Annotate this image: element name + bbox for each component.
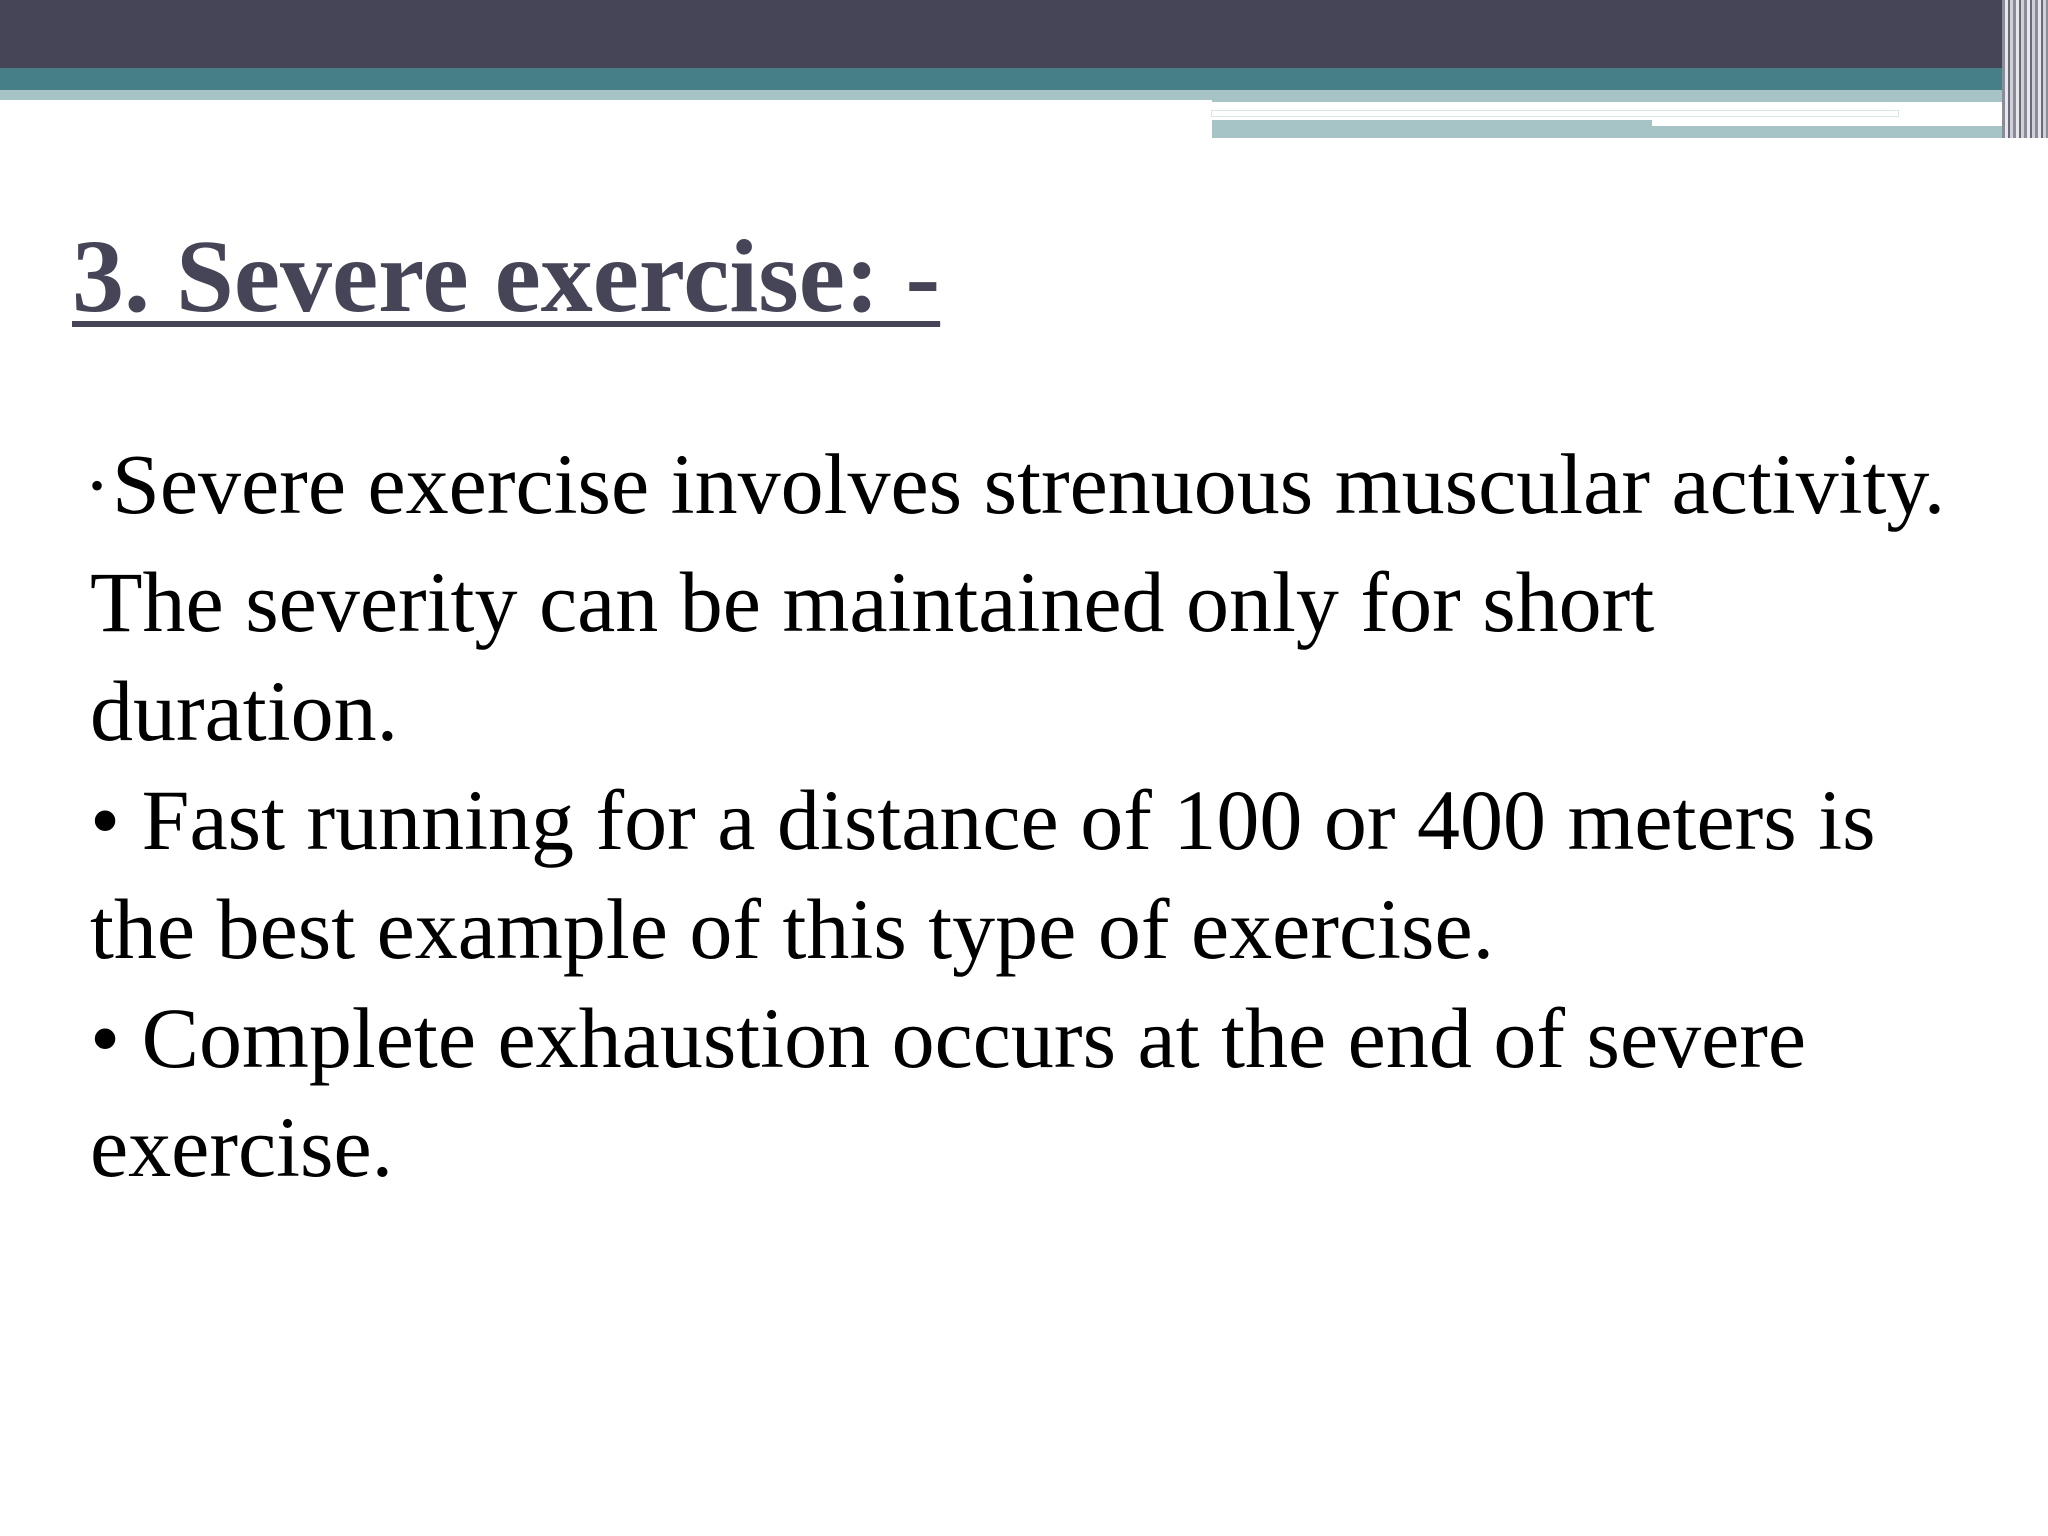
slide-title: 3. Severe exercise: -: [72, 219, 941, 334]
bullet-item-3: [90, 984, 1970, 1202]
bullet-list: [90, 430, 1970, 1202]
header-band-light-left: [0, 90, 1212, 100]
header-band-lower-right-2: [1652, 126, 2002, 138]
bullet-item-2: [90, 766, 1970, 984]
bullet-item-1: [90, 430, 1970, 766]
header-band-teal: [0, 68, 2048, 90]
header-edge-stripes: [2002, 0, 2048, 138]
header-band-lower-right: [1212, 120, 1652, 138]
bullet-marker-icon: •: [90, 771, 121, 868]
header-accent-line: [1212, 111, 1898, 116]
bullet-marker-icon: •: [90, 462, 105, 508]
bullet-marker-icon: •: [90, 989, 121, 1086]
header-band-dark: [0, 0, 2048, 68]
bullet-text-3: Complete exhaustion occurs at the end of severe exercise.: [90, 989, 1807, 1195]
bullet-text-1: Severe exercise involves strenuous muscular activity. The severity can be maintained only for short duration.: [90, 436, 1946, 759]
bullet-text-2: Fast running for a distance of 100 or 400 meters is the best example of this type of exercise.: [90, 771, 1876, 977]
header-band-light-right: [1212, 90, 2002, 102]
